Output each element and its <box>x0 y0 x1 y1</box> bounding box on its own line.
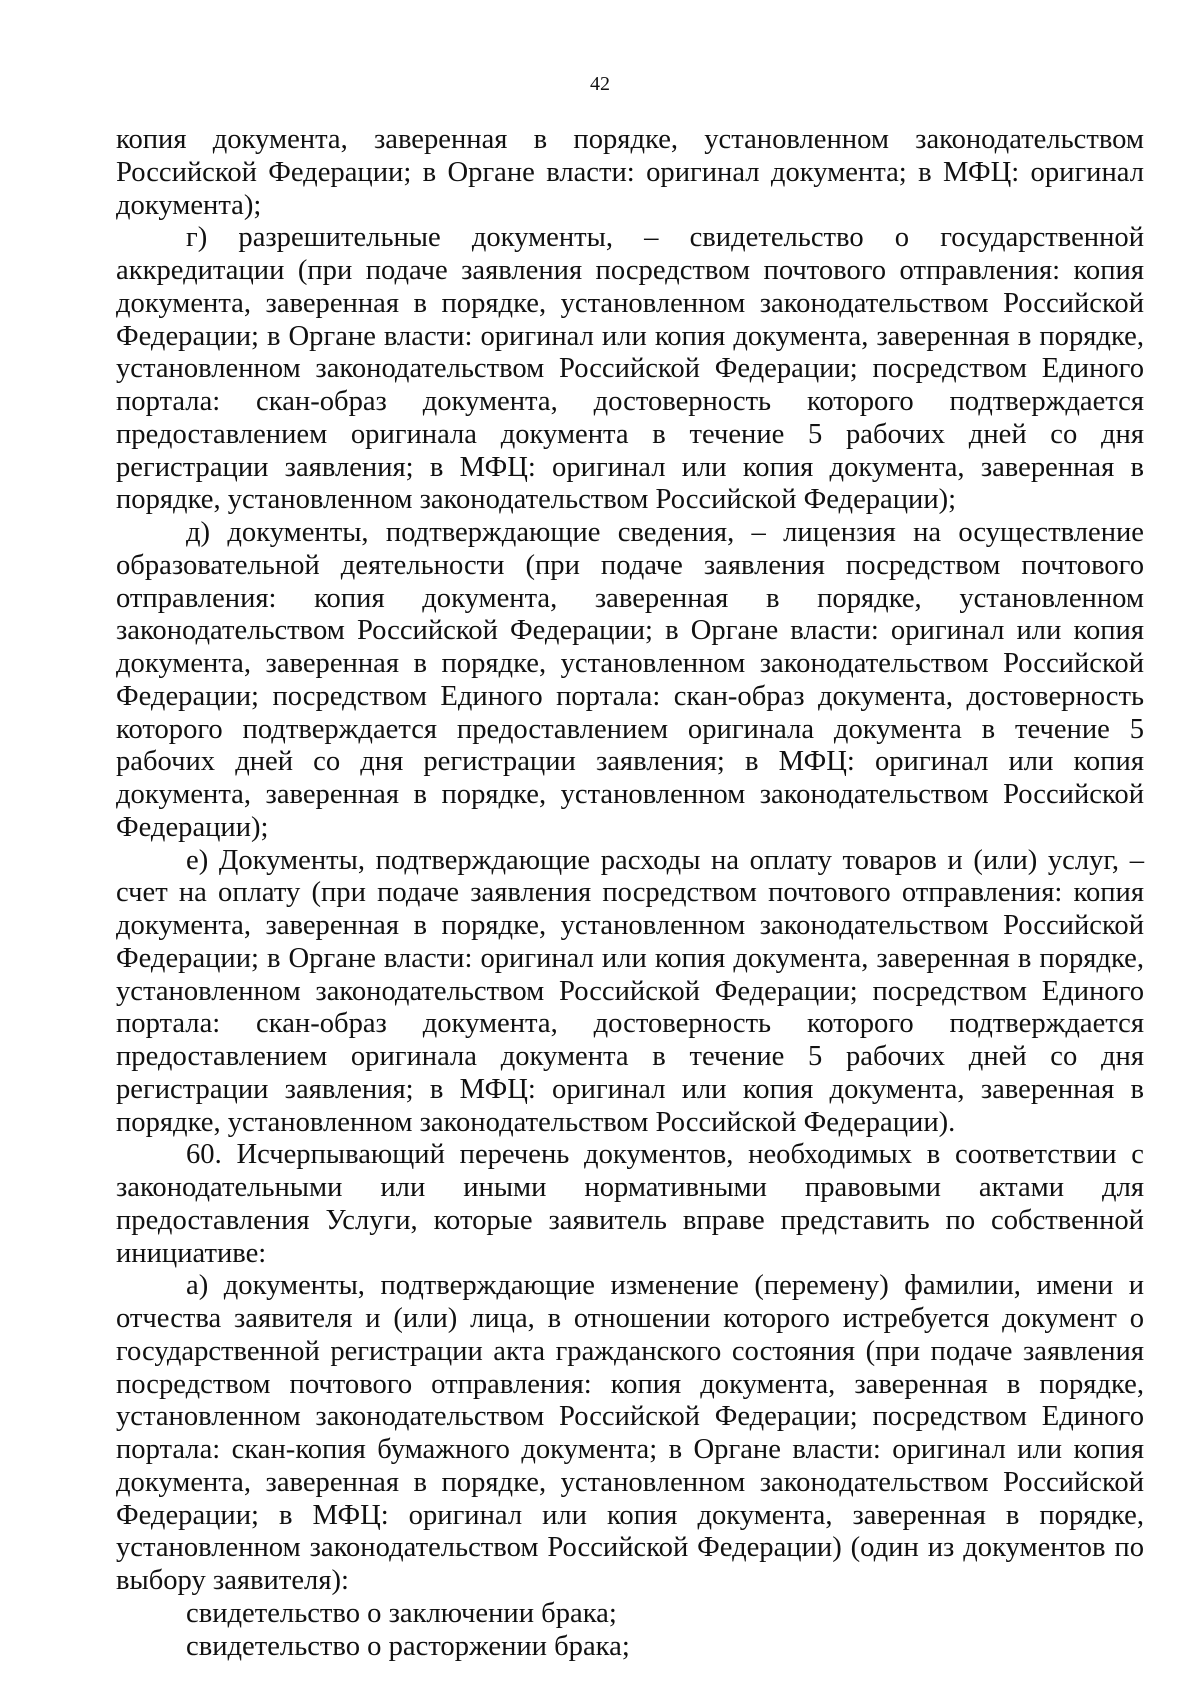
paragraph-item-e: е) Документы, подтверждающие расходы на оплату товаров и (или) услуг, – счет на оплату (при подаче заявления посредством почтового отправления: копия документа, заверенная в порядке, установленном законодательством Российской Федерации; в Органе власти: оригинал или копия документа, заверенная в порядке, установленном законодательством Российской Федерации; посредством Единого портала: скан-образ документа, достоверность которого подтверждается предоставлением оригинала документа в течение 5 рабочих дней со дня регистрации заявления; в МФЦ: оригинал или копия документа, заверенная в порядке, установленном законодательством Российской Федерации). <box>116 844 1144 1138</box>
paragraph-section-60: 60. Исчерпывающий перечень документов, необходимых в соответствии с законодательными или иными нормативными правовыми актами для предоставления Услуги, которые заявитель вправе представить по собственной инициативе: <box>116 1139 1144 1269</box>
page-number: 42 <box>590 73 610 95</box>
paragraph-item-d: д) документы, подтверждающие сведения, – лицензия на осуществление образовательной деятельности (при подаче заявления посредством почтового отправления: копия документа, заверенная в порядке, установленном законодательством Российской Федерации; в Органе власти: оригинал или копия документа, заверенная в порядке, установленном законодательством Российской Федерации; посредством Единого портала: скан-образ документа, достоверность которого подтверждается предоставлением оригинала документа в течение 5 рабочих дней со дня регистрации заявления; в МФЦ: оригинал или копия документа, заверенная в порядке, установленном законодательством Российской Федерации); <box>116 517 1144 843</box>
paragraph-item-a: а) документы, подтверждающие изменение (перемену) фамилии, имени и отчества заявителя и (или) лица, в отношении которого истребуется документ о государственной регистрации акта гражданского состояния (при подаче заявления посредством почтового отправления: копия документа, заверенная в порядке, установленном законодательством Российской Федерации; посредством Единого портала: скан-копия бумажного документа; в Органе власти: оригинал или копия документа, заверенная в порядке, установленном законодательством Российской Федерации; в МФЦ: оригинал или копия документа, заверенная в порядке, установленном законодательством Российской Федерации) (один из документов по выбору заявителя): <box>116 1270 1144 1596</box>
list-item-divorce-certificate: свидетельство о расторжении брака; <box>186 1630 630 1662</box>
list-item-marriage-certificate: свидетельство о заключении брака; <box>186 1597 617 1629</box>
paragraph-continuation: копия документа, заверенная в порядке, установленном законодательством Российской Федерации; в Органе власти: оригинал документа; в МФЦ: оригинал документа); <box>116 124 1144 221</box>
document-body <box>116 124 1144 1663</box>
paragraph-item-g: г) разрешительные документы, – свидетельство о государственной аккредитации (при подаче заявления посредством почтового отправления: копия документа, заверенная в порядке, установленном законодательством Российской Федерации; в Органе власти: оригинал или копия документа, заверенная в порядке, установленном законодательством Российской Федерации; посредством Единого портала: скан-образ документа, достоверность которого подтверждается предоставлением оригинала документа в течение 5 рабочих дней со дня регистрации заявления; в МФЦ: оригинал или копия документа, заверенная в порядке, установленном законодательством Российской Федерации); <box>116 222 1144 516</box>
